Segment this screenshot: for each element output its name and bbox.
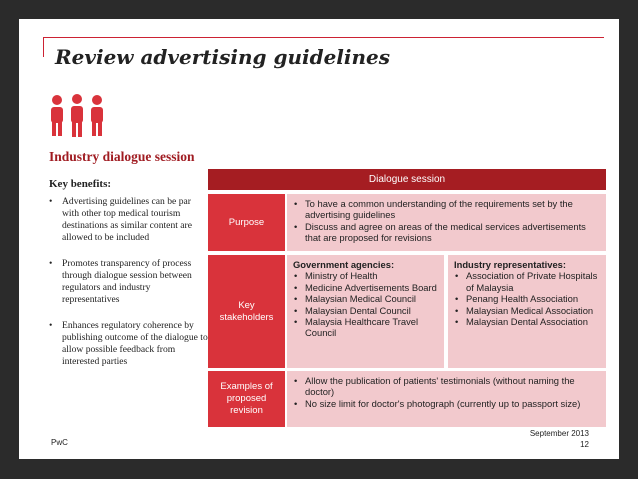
people-group-icon [49, 94, 105, 143]
row-label-text: Examples of proposed revision [220, 381, 273, 416]
purpose-item: • To have a common understanding of the requirements set by the advertising guidelines [293, 198, 600, 221]
industry-representatives-cell [448, 255, 606, 368]
agency-item: • Malaysia Healthcare Travel Council [293, 316, 438, 339]
industry-item: • Malaysian Dental Association [454, 316, 600, 327]
examples-cell [287, 371, 606, 427]
row-label-stakeholders [208, 255, 285, 368]
key-benefits-list [49, 196, 209, 382]
slide [19, 19, 619, 459]
government-agencies-heading: Government agencies: [293, 259, 395, 270]
key-benefits-heading: Key benefits: [49, 178, 112, 190]
title-rule-vertical [43, 37, 44, 57]
example-item: • No size limit for doctor's photograph (currently up to passport size) [293, 398, 600, 409]
benefit-item: • Enhances regulatory coherence by publishing outcome of the dialogue to allow possible feedback from interested parties [49, 320, 209, 368]
industry-item: • Malaysian Medical Association [454, 305, 600, 316]
purpose-item: • Discuss and agree on areas of the medical services advertisements that are proposed for revisions [293, 221, 600, 244]
benefit-item: • Promotes transparency of process through dialogue session between regulators and industry representatives [49, 258, 209, 306]
row-label-text: Purpose [228, 216, 265, 228]
purpose-cell [287, 194, 606, 251]
footer-date: September 2013 [529, 429, 589, 438]
example-item: • Allow the publication of patients' testimonials (without naming the doctor) [293, 375, 600, 398]
agency-item: • Ministry of Health [293, 270, 438, 281]
industry-representatives-heading: Industry representatives: [454, 259, 567, 270]
title-rule [43, 37, 604, 38]
page-number: 12 [580, 440, 589, 449]
row-label-text: Key stakeholders [219, 299, 274, 323]
row-label-purpose [208, 194, 285, 251]
agency-item: • Medicine Advertisements Board [293, 282, 438, 293]
table-header: Dialogue session [208, 169, 606, 190]
page-title: Review advertising guidelines [55, 45, 391, 69]
industry-item: • Association of Private Hospitals of Malaysia [454, 270, 600, 293]
government-agencies-cell [287, 255, 444, 368]
benefit-item: • Advertising guidelines can be par with other top medical tourism destinations as similar content are allowed to be included [49, 196, 209, 244]
footer-meta [530, 428, 589, 450]
industry-item: • Penang Health Association [454, 293, 600, 304]
section-subtitle: Industry dialogue session [49, 149, 195, 164]
row-label-examples [208, 371, 285, 427]
agency-item: • Malaysian Dental Council [293, 305, 438, 316]
footer-brand: PwC [51, 438, 68, 447]
agency-item: • Malaysian Medical Council [293, 293, 438, 304]
